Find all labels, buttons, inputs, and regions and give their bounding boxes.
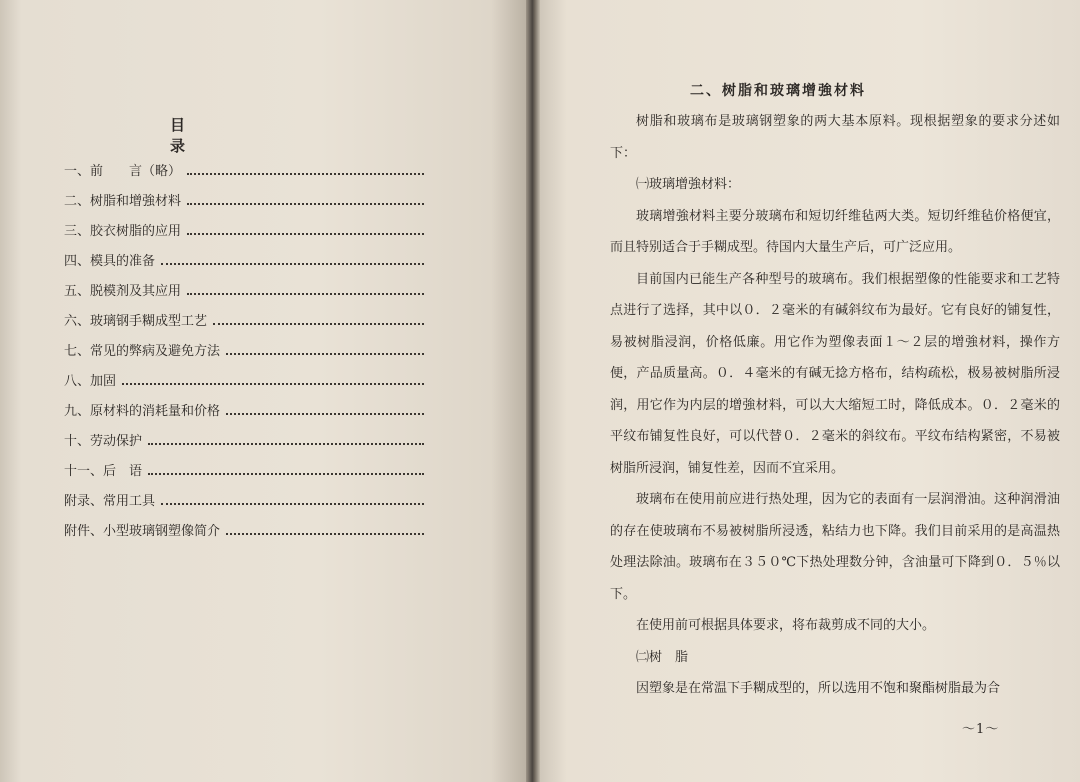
subheading-resin: ㈡树 脂 (636, 649, 689, 665)
toc-item-label: 附录、常用工具 (64, 494, 156, 509)
toc-item (64, 310, 424, 340)
toc-item (64, 490, 424, 520)
toc-leader-dots (187, 293, 424, 295)
paragraph-5: 因塑象是在常温下手糊成型的，所以选用不饱和聚酯树脂最为合 (636, 681, 1001, 696)
toc-item (64, 280, 424, 310)
toc-leader-dots (226, 353, 424, 355)
toc-item-label: 附件、小型玻璃钢塑像简介 (64, 524, 221, 539)
toc-leader-dots (161, 263, 424, 265)
toc-leader-dots (187, 203, 424, 205)
toc-item (64, 430, 424, 460)
toc-item (64, 520, 424, 550)
toc-leader-dots (161, 503, 424, 505)
toc-item (64, 160, 424, 190)
page-number: ～1～ (962, 722, 1000, 737)
book-gutter (526, 0, 540, 782)
toc-item-label: 三、胶衣树脂的应用 (64, 224, 182, 239)
left-page (0, 0, 528, 782)
toc-leader-dots (226, 533, 424, 535)
toc-item (64, 250, 424, 280)
toc-title: 目 录 (170, 116, 220, 155)
toc-leader-dots (148, 443, 424, 445)
toc-item-label: 七、常见的弊病及避免方法 (64, 344, 221, 359)
toc-item-label: 二、树脂和增強材料 (64, 194, 182, 209)
intro-paragraph: 树脂和玻璃布是玻璃钢塑象的两大基本原料。现根据塑象的要求分述如下： (610, 114, 1060, 161)
toc-item-label: 五、脱模剂及其应用 (64, 284, 182, 299)
section-title: 二、树脂和玻璃增強材料 (690, 83, 866, 99)
toc-item-label: 八、加固 (64, 374, 117, 389)
toc-item-label: 十、劳动保护 (64, 434, 143, 449)
toc-leader-dots (187, 173, 424, 175)
table-of-contents (64, 160, 424, 550)
toc-item-label: 一、前 言（略） (64, 164, 182, 179)
toc-leader-dots (122, 383, 424, 385)
toc-item (64, 340, 424, 370)
toc-leader-dots (148, 473, 424, 475)
toc-item (64, 460, 424, 490)
right-page-content (610, 80, 1060, 705)
toc-item-label: 九、原材料的消耗量和价格 (64, 404, 221, 419)
paragraph-4: 在使用前可根据具体要求，将布裁剪成不同的大小。 (636, 618, 936, 633)
paragraph-3: 玻璃布在使用前应进行热处理，因为它的表面有一层润滑油。这种润滑油的存在使玻璃布不易被树脂所浸透，粘结力也下降。我们目前采用的是高温热处理法除油。玻璃布在３５０℃下热处理数分钟，含油量可下降到０．５％以下。 (610, 492, 1060, 602)
paragraph-2: 目前国内已能生产各种型号的玻璃布。我们根据塑像的性能要求和工艺特点进行了选择，其中以０．２毫米的有碱斜纹布为最好。它有良好的铺复性，易被树脂浸润，价格低廉。用它作为塑像表面１～２层的增強材料，操作方便，产品质量高。０．４毫米的有碱无捻方格布，结构疏松，极易被树脂所浸润，用它作为内层的增強材料，可以大大缩短工时，降低成本。０．２毫米的平纹布铺复性良好，可以代替０．２毫米的斜纹布。平纹布结构紧密，不易被树脂所浸润，铺复性差，因而不宜采用。 (610, 271, 1060, 476)
toc-item-label: 六、玻璃钢手糊成型工艺 (64, 314, 208, 329)
toc-item-label: 四、模具的准备 (64, 254, 156, 269)
toc-leader-dots (187, 233, 424, 235)
toc-item (64, 190, 424, 220)
toc-leader-dots (226, 413, 424, 415)
toc-leader-dots (213, 323, 424, 325)
toc-item (64, 370, 424, 400)
toc-item (64, 400, 424, 430)
toc-item (64, 220, 424, 250)
paragraph-1: 玻璃增強材料主要分玻璃布和短切纤维毡两大类。短切纤维毡价格便宜，而且特别适合于手糊成型。待国内大量生产后，可广泛应用。 (610, 208, 1060, 255)
subheading-glass: ㈠玻璃增強材料： (636, 177, 741, 192)
toc-item-label: 十一、后 语 (64, 464, 143, 479)
